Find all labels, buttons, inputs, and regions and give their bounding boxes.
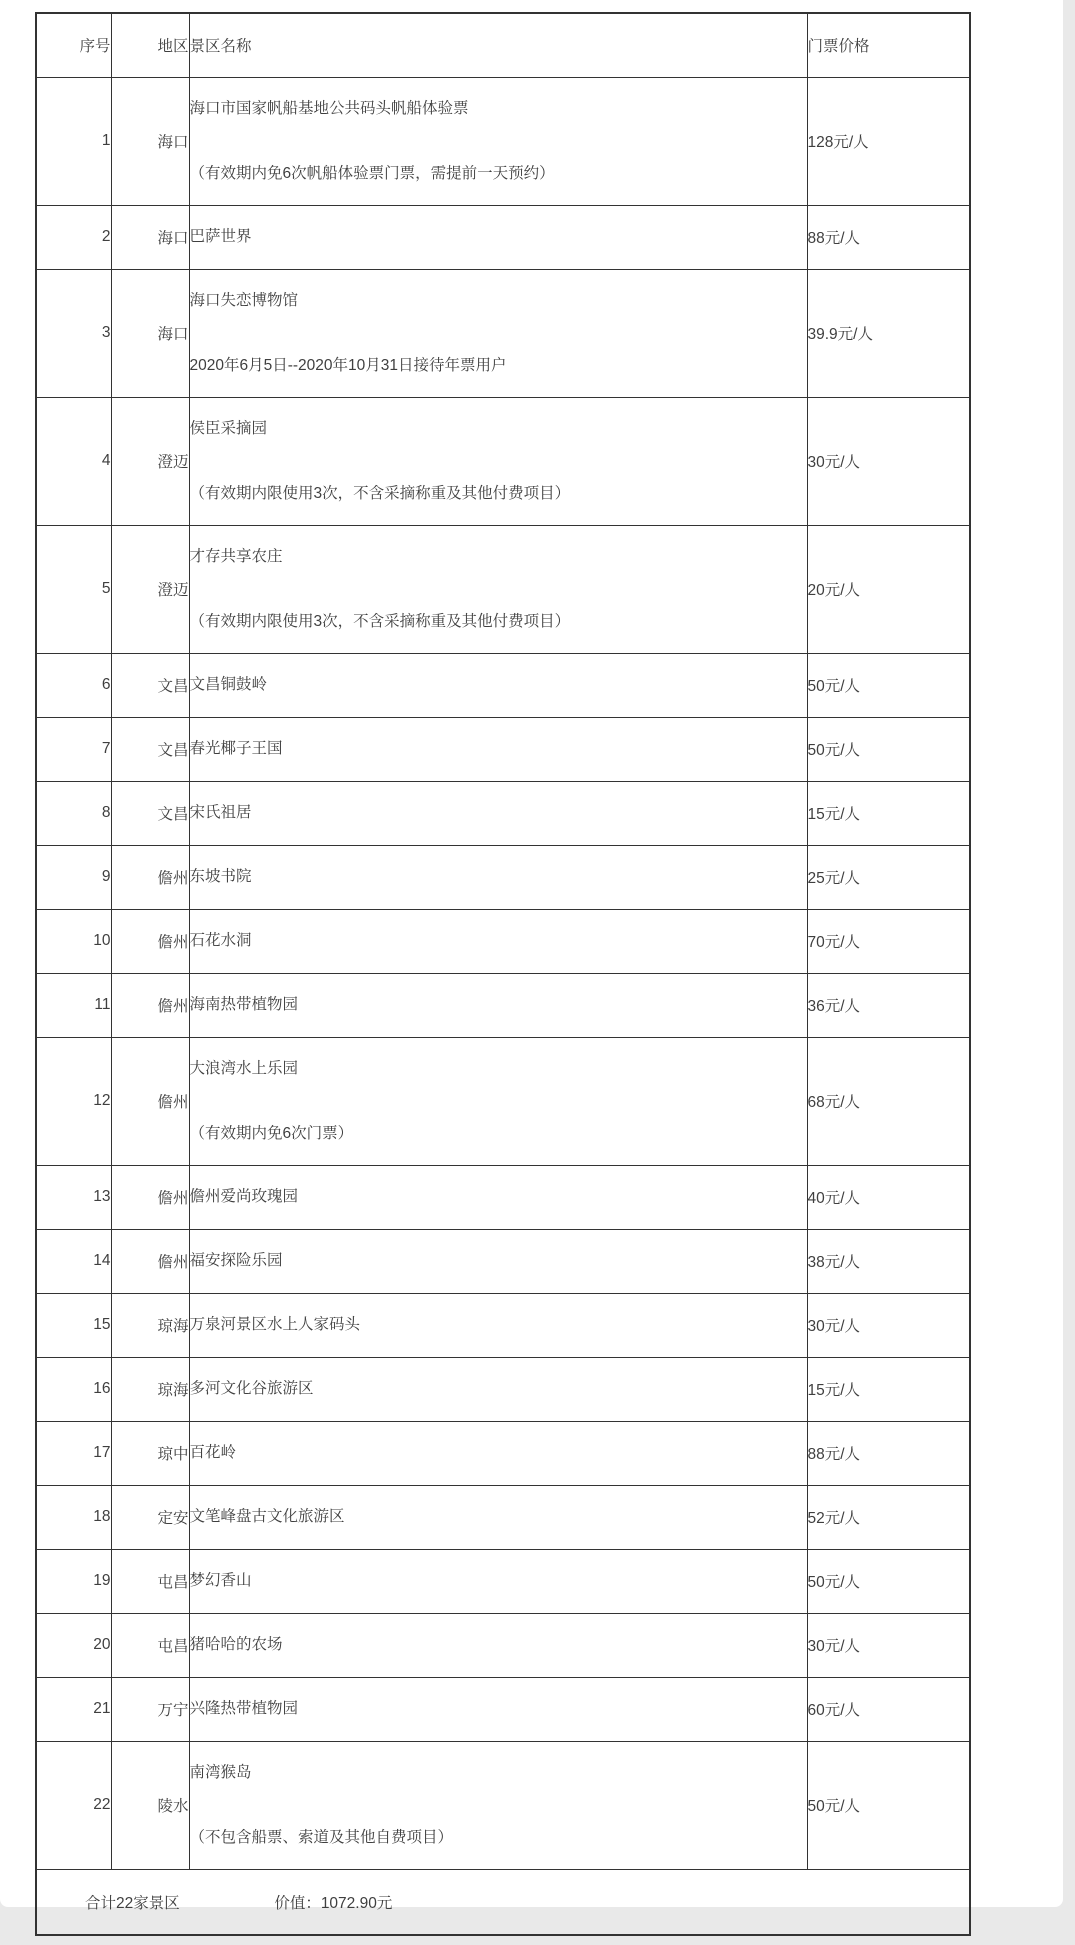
cell-no: 5 bbox=[36, 525, 111, 653]
cell-name bbox=[189, 781, 807, 845]
cell-region: 儋州 bbox=[111, 1229, 189, 1293]
attraction-note: （有效期内免6次帆船体验票门票，需提前一天预约） bbox=[189, 164, 555, 182]
cell-region: 文昌 bbox=[111, 717, 189, 781]
attraction-name: 大浪湾水上乐园 bbox=[189, 1059, 299, 1077]
cell-region: 陵水 bbox=[111, 1741, 189, 1869]
ticket-price-table bbox=[35, 12, 971, 1936]
attraction-note: （有效期内限使用3次，不含采摘称重及其他付费项目） bbox=[189, 612, 571, 630]
table-row bbox=[36, 1165, 970, 1229]
attraction-name: 海南热带植物园 bbox=[189, 996, 299, 1014]
attraction-name: 福安探险乐园 bbox=[189, 1252, 283, 1270]
cell-price: 15元/人 bbox=[807, 1357, 970, 1421]
table-row bbox=[36, 525, 970, 653]
cell-region: 海口 bbox=[111, 77, 189, 205]
table-row bbox=[36, 1485, 970, 1549]
cell-no: 20 bbox=[36, 1613, 111, 1677]
cell-name bbox=[189, 1037, 807, 1165]
table-row bbox=[36, 653, 970, 717]
cell-region: 琼中 bbox=[111, 1421, 189, 1485]
cell-no: 11 bbox=[36, 973, 111, 1037]
cell-price: 30元/人 bbox=[807, 1613, 970, 1677]
cell-no: 22 bbox=[36, 1741, 111, 1869]
attraction-name: 兴隆热带植物园 bbox=[189, 1700, 299, 1718]
table-row bbox=[36, 1677, 970, 1741]
cell-region: 海口 bbox=[111, 205, 189, 269]
cell-no: 9 bbox=[36, 845, 111, 909]
cell-region: 儋州 bbox=[111, 1165, 189, 1229]
attraction-name: 多河文化谷旅游区 bbox=[189, 1380, 314, 1398]
cell-price: 68元/人 bbox=[807, 1037, 970, 1165]
cell-name bbox=[189, 269, 807, 397]
cell-name bbox=[189, 973, 807, 1037]
table-row bbox=[36, 1549, 970, 1613]
table-row bbox=[36, 205, 970, 269]
cell-region: 文昌 bbox=[111, 653, 189, 717]
footer-cell bbox=[36, 1869, 970, 1935]
cell-price: 30元/人 bbox=[807, 1293, 970, 1357]
cell-no: 8 bbox=[36, 781, 111, 845]
cell-no: 18 bbox=[36, 1485, 111, 1549]
cell-no: 15 bbox=[36, 1293, 111, 1357]
cell-name bbox=[189, 205, 807, 269]
cell-name bbox=[189, 1741, 807, 1869]
table-row bbox=[36, 1357, 970, 1421]
cell-no: 16 bbox=[36, 1357, 111, 1421]
table-row bbox=[36, 397, 970, 525]
cell-no: 14 bbox=[36, 1229, 111, 1293]
cell-region: 琼海 bbox=[111, 1293, 189, 1357]
table-row bbox=[36, 269, 970, 397]
cell-region: 儋州 bbox=[111, 1037, 189, 1165]
attraction-name: 百花岭 bbox=[189, 1444, 237, 1462]
cell-region: 澄迈 bbox=[111, 397, 189, 525]
table-row bbox=[36, 973, 970, 1037]
attraction-name: 侯臣采摘园 bbox=[189, 419, 268, 437]
cell-price: 70元/人 bbox=[807, 909, 970, 973]
footer-row bbox=[36, 1869, 970, 1935]
cell-price: 20元/人 bbox=[807, 525, 970, 653]
cell-name bbox=[189, 1165, 807, 1229]
cell-no: 19 bbox=[36, 1549, 111, 1613]
cell-no: 13 bbox=[36, 1165, 111, 1229]
cell-name bbox=[189, 717, 807, 781]
attraction-note: （有效期内限使用3次，不含采摘称重及其他付费项目） bbox=[189, 484, 571, 502]
cell-name bbox=[189, 77, 807, 205]
cell-price: 50元/人 bbox=[807, 1741, 970, 1869]
attraction-name: 东坡书院 bbox=[189, 868, 252, 886]
cell-no: 17 bbox=[36, 1421, 111, 1485]
cell-name bbox=[189, 1549, 807, 1613]
table-row bbox=[36, 717, 970, 781]
cell-region: 琼海 bbox=[111, 1357, 189, 1421]
header-col-region: 地区 bbox=[111, 13, 189, 77]
cell-name bbox=[189, 845, 807, 909]
cell-price: 52元/人 bbox=[807, 1485, 970, 1549]
cell-region: 儋州 bbox=[111, 909, 189, 973]
cell-region: 澄迈 bbox=[111, 525, 189, 653]
cell-region: 儋州 bbox=[111, 845, 189, 909]
cell-price: 38元/人 bbox=[807, 1229, 970, 1293]
cell-price: 50元/人 bbox=[807, 717, 970, 781]
footer-total-label: 合计22家景区 bbox=[85, 1894, 180, 1912]
attraction-name: 春光椰子王国 bbox=[189, 740, 283, 758]
attraction-note: （有效期内免6次门票） bbox=[189, 1124, 354, 1142]
attraction-note: 2020年6月5日--2020年10月31日接待年票用户 bbox=[189, 356, 507, 374]
cell-name bbox=[189, 1613, 807, 1677]
cell-name bbox=[189, 1293, 807, 1357]
table-header-row bbox=[36, 13, 970, 77]
cell-region: 文昌 bbox=[111, 781, 189, 845]
table-row bbox=[36, 1421, 970, 1485]
header-col-no: 序号 bbox=[36, 13, 111, 77]
attraction-name: 才存共享农庄 bbox=[189, 547, 283, 565]
cell-name bbox=[189, 1229, 807, 1293]
cell-name bbox=[189, 1677, 807, 1741]
cell-price: 30元/人 bbox=[807, 397, 970, 525]
cell-region: 定安 bbox=[111, 1485, 189, 1549]
attraction-name: 万泉河景区水上人家码头 bbox=[189, 1316, 361, 1334]
cell-price: 50元/人 bbox=[807, 653, 970, 717]
attraction-name: 石花水洞 bbox=[189, 932, 252, 950]
cell-price: 50元/人 bbox=[807, 1549, 970, 1613]
table-row bbox=[36, 909, 970, 973]
cell-price: 88元/人 bbox=[807, 1421, 970, 1485]
attraction-name: 儋州爱尚玫瑰园 bbox=[189, 1188, 299, 1206]
attraction-name: 海口失恋博物馆 bbox=[189, 291, 299, 309]
cell-no: 2 bbox=[36, 205, 111, 269]
cell-no: 21 bbox=[36, 1677, 111, 1741]
cell-name bbox=[189, 1421, 807, 1485]
cell-name bbox=[189, 397, 807, 525]
table-row bbox=[36, 1229, 970, 1293]
attraction-name: 文笔峰盘古文化旅游区 bbox=[189, 1508, 345, 1526]
attraction-name: 宋氏祖居 bbox=[189, 804, 252, 822]
cell-no: 4 bbox=[36, 397, 111, 525]
cell-region: 儋州 bbox=[111, 973, 189, 1037]
cell-name bbox=[189, 1485, 807, 1549]
header-col-price: 门票价格 bbox=[807, 13, 970, 77]
cell-no: 1 bbox=[36, 77, 111, 205]
cell-no: 7 bbox=[36, 717, 111, 781]
cell-region: 海口 bbox=[111, 269, 189, 397]
footer-value-label: 价值：1072.90元 bbox=[274, 1894, 393, 1912]
attraction-name: 海口市国家帆船基地公共码头帆船体验票 bbox=[189, 99, 469, 117]
attraction-name: 猪哈哈的农场 bbox=[189, 1636, 283, 1654]
cell-price: 36元/人 bbox=[807, 973, 970, 1037]
attraction-note: （不包含船票、索道及其他自费项目） bbox=[189, 1828, 454, 1846]
cell-price: 40元/人 bbox=[807, 1165, 970, 1229]
table-row bbox=[36, 1613, 970, 1677]
cell-name bbox=[189, 525, 807, 653]
cell-name bbox=[189, 909, 807, 973]
cell-price: 128元/人 bbox=[807, 77, 970, 205]
cell-price: 88元/人 bbox=[807, 205, 970, 269]
cell-name bbox=[189, 1357, 807, 1421]
cell-no: 6 bbox=[36, 653, 111, 717]
cell-no: 12 bbox=[36, 1037, 111, 1165]
table-row bbox=[36, 77, 970, 205]
table-row bbox=[36, 1037, 970, 1165]
attraction-name: 南湾猴岛 bbox=[189, 1763, 252, 1781]
cell-region: 万宁 bbox=[111, 1677, 189, 1741]
cell-price: 15元/人 bbox=[807, 781, 970, 845]
cell-region: 屯昌 bbox=[111, 1549, 189, 1613]
header-col-name: 景区名称 bbox=[189, 13, 807, 77]
table-row bbox=[36, 781, 970, 845]
cell-region: 屯昌 bbox=[111, 1613, 189, 1677]
table-row bbox=[36, 845, 970, 909]
cell-price: 39.9元/人 bbox=[807, 269, 970, 397]
attraction-name: 文昌铜鼓岭 bbox=[189, 676, 268, 694]
table-row bbox=[36, 1293, 970, 1357]
table-row bbox=[36, 1741, 970, 1869]
cell-price: 25元/人 bbox=[807, 845, 970, 909]
cell-no: 10 bbox=[36, 909, 111, 973]
cell-price: 60元/人 bbox=[807, 1677, 970, 1741]
attraction-name: 巴萨世界 bbox=[189, 228, 252, 246]
cell-name bbox=[189, 653, 807, 717]
attraction-name: 梦幻香山 bbox=[189, 1572, 252, 1590]
cell-no: 3 bbox=[36, 269, 111, 397]
